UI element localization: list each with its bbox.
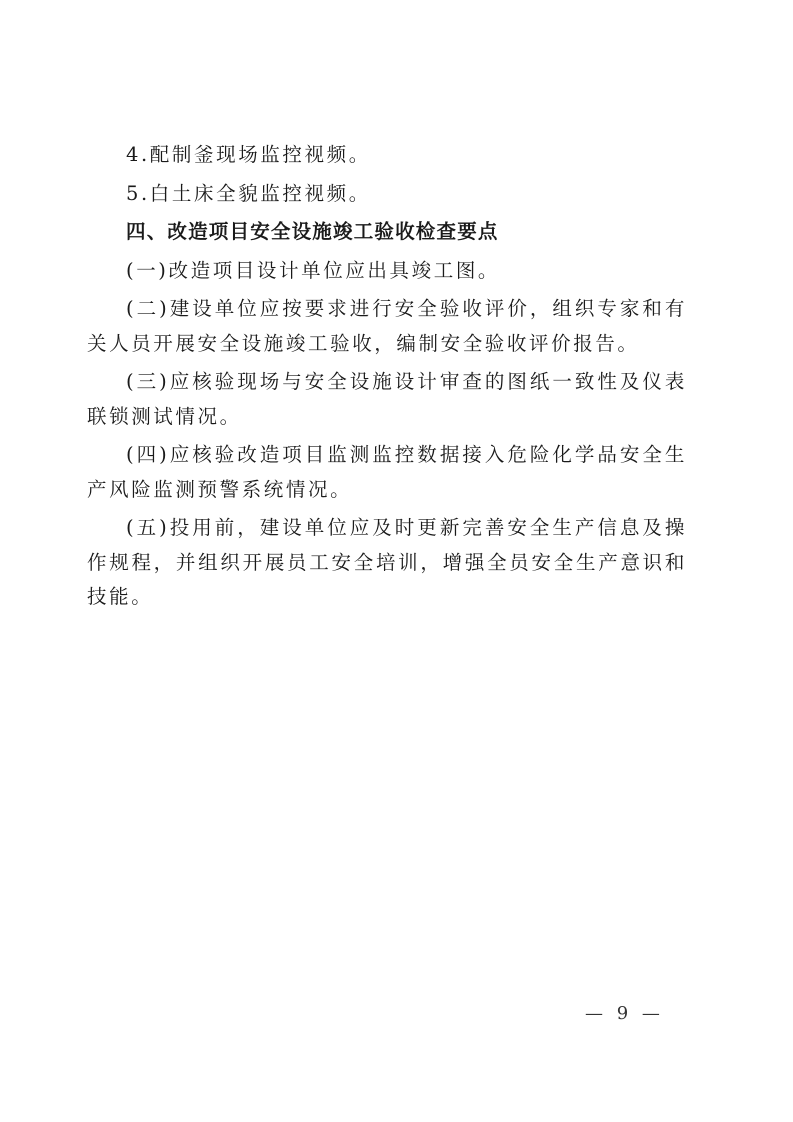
paragraph-item-1: (一)改造项目设计单位应出具竣工图。: [126, 258, 501, 282]
section-heading: 四、改造项目安全设施竣工验收检查要点: [126, 220, 499, 243]
paragraph-item-3: (三)应核验现场与安全设施设计审查的图纸一致性及仪表联锁测试情况。: [87, 370, 687, 428]
paragraph-item-2: (二)建设单位应按要求进行安全验收评价，组织专家和有关人员开展安全设施竣工验收，编制安全验收评价报告。: [87, 297, 687, 355]
list-item-5: 5.白土床全貌监控视频。: [126, 181, 371, 205]
paragraph-item-5: (五)投用前，建设单位应及时更新完善安全生产信息及操作规程，并组织开展员工安全培训，增强全员安全生产意识和技能。: [87, 516, 687, 608]
paragraph-item-4: (四)应核验改造项目监测监控数据接入危险化学品安全生产风险监测预警系统情况。: [87, 443, 687, 501]
document-body: [87, 138, 687, 619]
page-number: — 9 —: [585, 1003, 664, 1024]
list-item-4: 4.配制釜现场监控视频。: [126, 143, 371, 166]
